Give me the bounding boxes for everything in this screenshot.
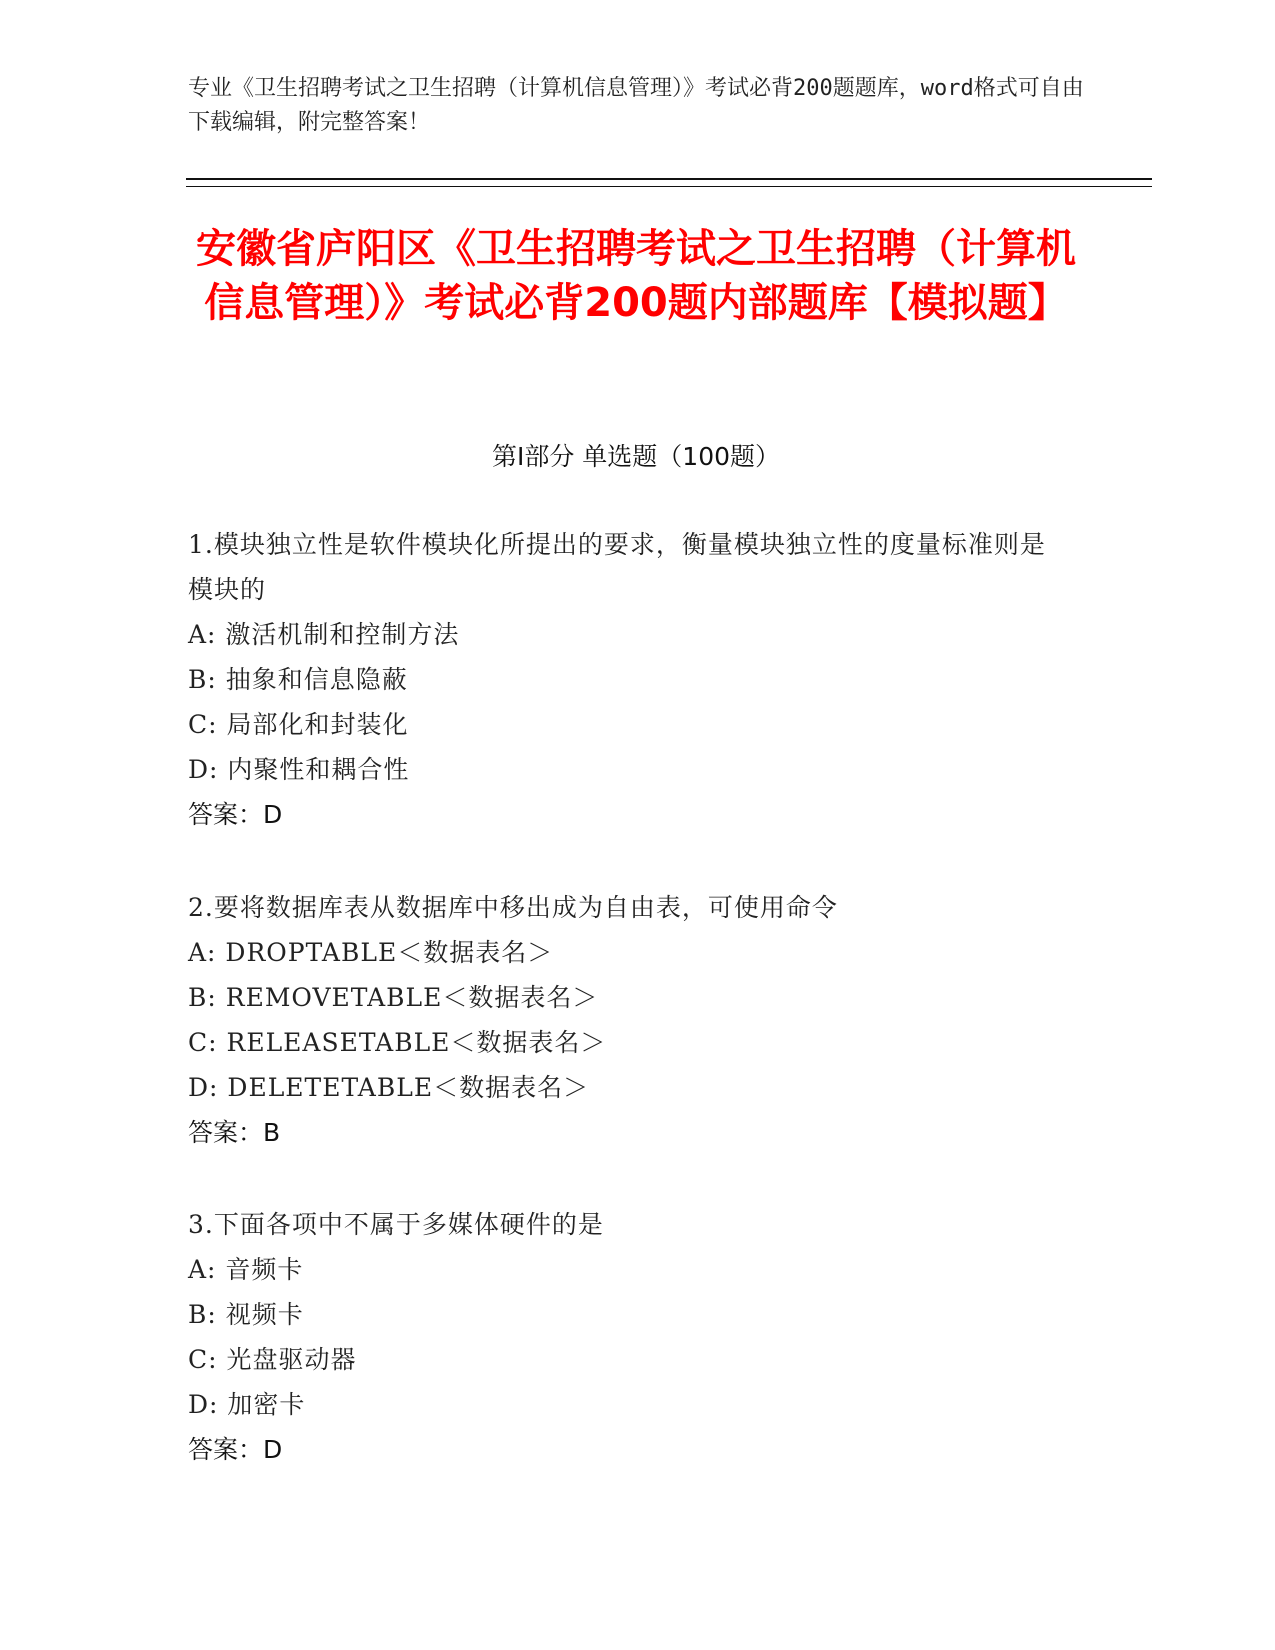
option-a: A: 激活机制和控制方法 [188,620,460,649]
option-d: D: 内聚性和耦合性 [188,755,410,784]
option-d: D: DELETETABLE＜数据表名＞ [188,1073,590,1102]
question-block [188,522,1068,837]
option-a: A: DROPTABLE＜数据表名＞ [188,938,554,967]
question-block [188,1202,1068,1472]
question-block [188,885,1068,1155]
option-a: A: 音频卡 [188,1255,304,1284]
header-rule-thick [186,178,1152,180]
question-stem: 1.模块独立性是软件模块化所提出的要求，衡量模块独立性的度量标准则是模块的 [188,530,1046,604]
answer-line: 答案：B [188,1118,281,1147]
option-c: C: 局部化和封装化 [188,710,409,739]
document-title: 安徽省庐阳区《卫生招聘考试之卫生招聘（计算机信息管理）》考试必背200题内部题库【模拟题】 [196,226,1076,326]
section-title: 第Ⅰ部分 单选题（100题） [491,442,781,471]
question-stem: 3.下面各项中不属于多媒体硬件的是 [188,1210,604,1239]
question-stem: 2.要将数据库表从数据库中移出成为自由表，可使用命令 [188,893,838,922]
header-rule-thin [186,186,1152,187]
option-c: C: RELEASETABLE＜数据表名＞ [188,1028,607,1057]
option-c: C: 光盘驱动器 [188,1345,357,1374]
option-b: B: 抽象和信息隐蔽 [188,665,408,694]
answer-line: 答案：D [188,1435,283,1464]
option-b: B: 视频卡 [188,1300,304,1329]
header-note: 专业《卫生招聘考试之卫生招聘（计算机信息管理）》考试必背200题题库，word格式可自由下载编辑，附完整答案！ [188,76,1084,135]
answer-line: 答案：D [188,800,283,829]
option-d: D: 加密卡 [188,1390,306,1419]
option-b: B: REMOVETABLE＜数据表名＞ [188,983,599,1012]
